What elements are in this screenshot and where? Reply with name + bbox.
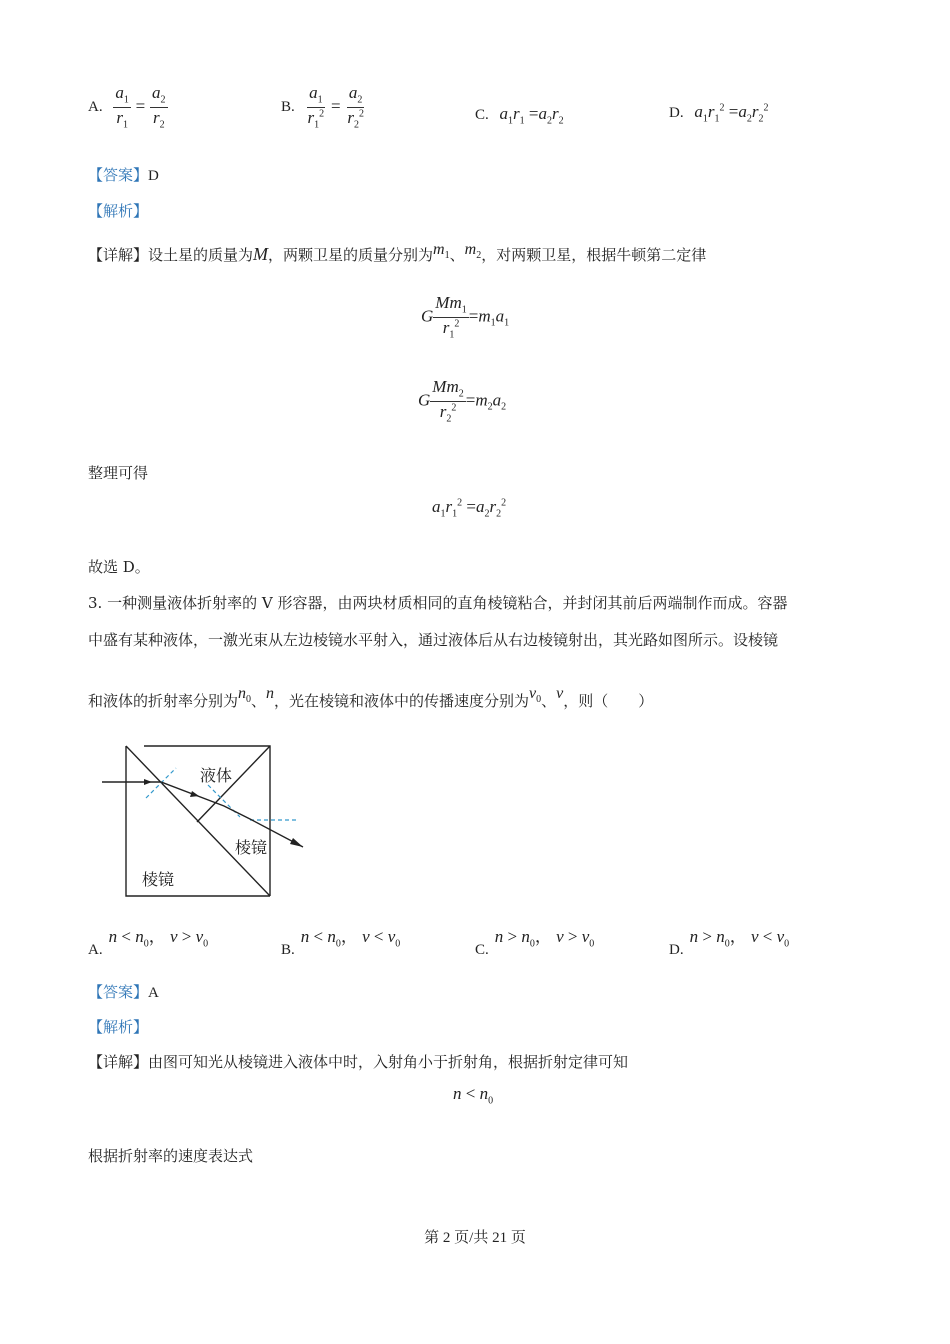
- option-letter-a: A.: [88, 99, 103, 116]
- q2-detail-line: 【详解】设土星的质量为M，两颗卫星的质量分别为$m_1$、$m_2$，对两颗卫星，根据牛顿第二定律: [88, 241, 707, 264]
- prism-figure: [100, 743, 310, 899]
- q2-simplify-text: 整理可得: [88, 464, 149, 482]
- q3-analysis-tag: 【解析】: [88, 1018, 149, 1036]
- q2-answer-line: [88, 164, 159, 185]
- q2-conclusion: 故选 D。: [88, 558, 150, 576]
- ray-arrow-2: [190, 791, 199, 797]
- q2-option-a: A. $\frac{a_1}{r_1}$ = $\frac{a_2}{r_2}$: [88, 83, 166, 131]
- option-letter-b: B.: [281, 99, 295, 116]
- equation-n-less-n0: $n < n_0$: [453, 1084, 494, 1107]
- label-prism-right: 棱镜: [235, 838, 268, 857]
- q2-analysis-tag: 【解析】: [88, 202, 149, 220]
- q2-option-d: D. $a_1r_1^2 =a_2r_2^2$: [669, 102, 769, 125]
- answer-tag: 【答案】: [88, 166, 149, 184]
- answer-value: D: [148, 168, 159, 184]
- label-prism-left: 棱镜: [142, 870, 175, 889]
- answer-value: A: [148, 985, 159, 1001]
- q3-stem-line-1: 3. 一种测量液体折射率的 V 形容器，由两块材质相同的直角棱镜粘合，并封闭其前后两端制作而成。容器: [88, 594, 788, 612]
- equation-result: $a_1r_1^2 =a_2r_2^2$: [432, 497, 507, 520]
- q3-speed-text: 根据折射率的速度表达式: [88, 1147, 254, 1165]
- q3-option-d: $D.n > n_0$， $v < v_0$: [669, 927, 790, 958]
- option-letter-d: D.: [669, 105, 684, 121]
- option-letter-c: C.: [475, 107, 489, 123]
- equation-gravity-2: G $\frac{Mm_2}{r_2^2}$ $=m_2a_2$: [418, 377, 507, 425]
- q3-stem-line-2: 中盛有某种液体，一激光束从左边棱镜水平射入，通过液体后从右边棱镜射出，其光路如图所示。设棱镜: [88, 631, 779, 649]
- detail-tag: 【详解】: [88, 1053, 149, 1071]
- ray-arrow-3: [290, 838, 303, 847]
- q3-option-a: $A.n < n_0$， $v > v_0$: [88, 927, 209, 958]
- q2-option-b: B. $\frac{a_1}{r_1^2}$ = $\frac{a_2}{r_2^2}$: [281, 83, 364, 131]
- q3-answer-line: [88, 981, 159, 1002]
- equation-gravity-1: G $\frac{Mm_1}{r_1^2}$ $=m_1a_1$: [421, 293, 510, 341]
- q3-stem-line-3: 和液体的折射率分别为$n_0$、n，光在棱镜和液体中的传播速度分别为$v_0$、v，则（ ）: [88, 685, 654, 710]
- ray-arrow-1: [144, 779, 152, 785]
- answer-tag: 【答案】: [88, 983, 149, 1001]
- detail-tag: 【详解】: [88, 246, 149, 264]
- q3-option-c: $C.n > n_0$， $v > v_0$: [475, 927, 595, 958]
- q3-detail-line: 【详解】由图可知光从棱镜进入液体中时，入射角小于折射角，根据折射定律可知: [88, 1053, 629, 1071]
- q3-option-b: $B.n < n_0$， $v < v_0$: [281, 927, 401, 958]
- page-footer: 第 2 页/共 21 页: [424, 1230, 526, 1246]
- light-ray: [102, 782, 303, 847]
- label-liquid: 液体: [200, 766, 233, 785]
- q2-option-c: C. $a_1r_1 =a_2r_2$: [475, 104, 564, 127]
